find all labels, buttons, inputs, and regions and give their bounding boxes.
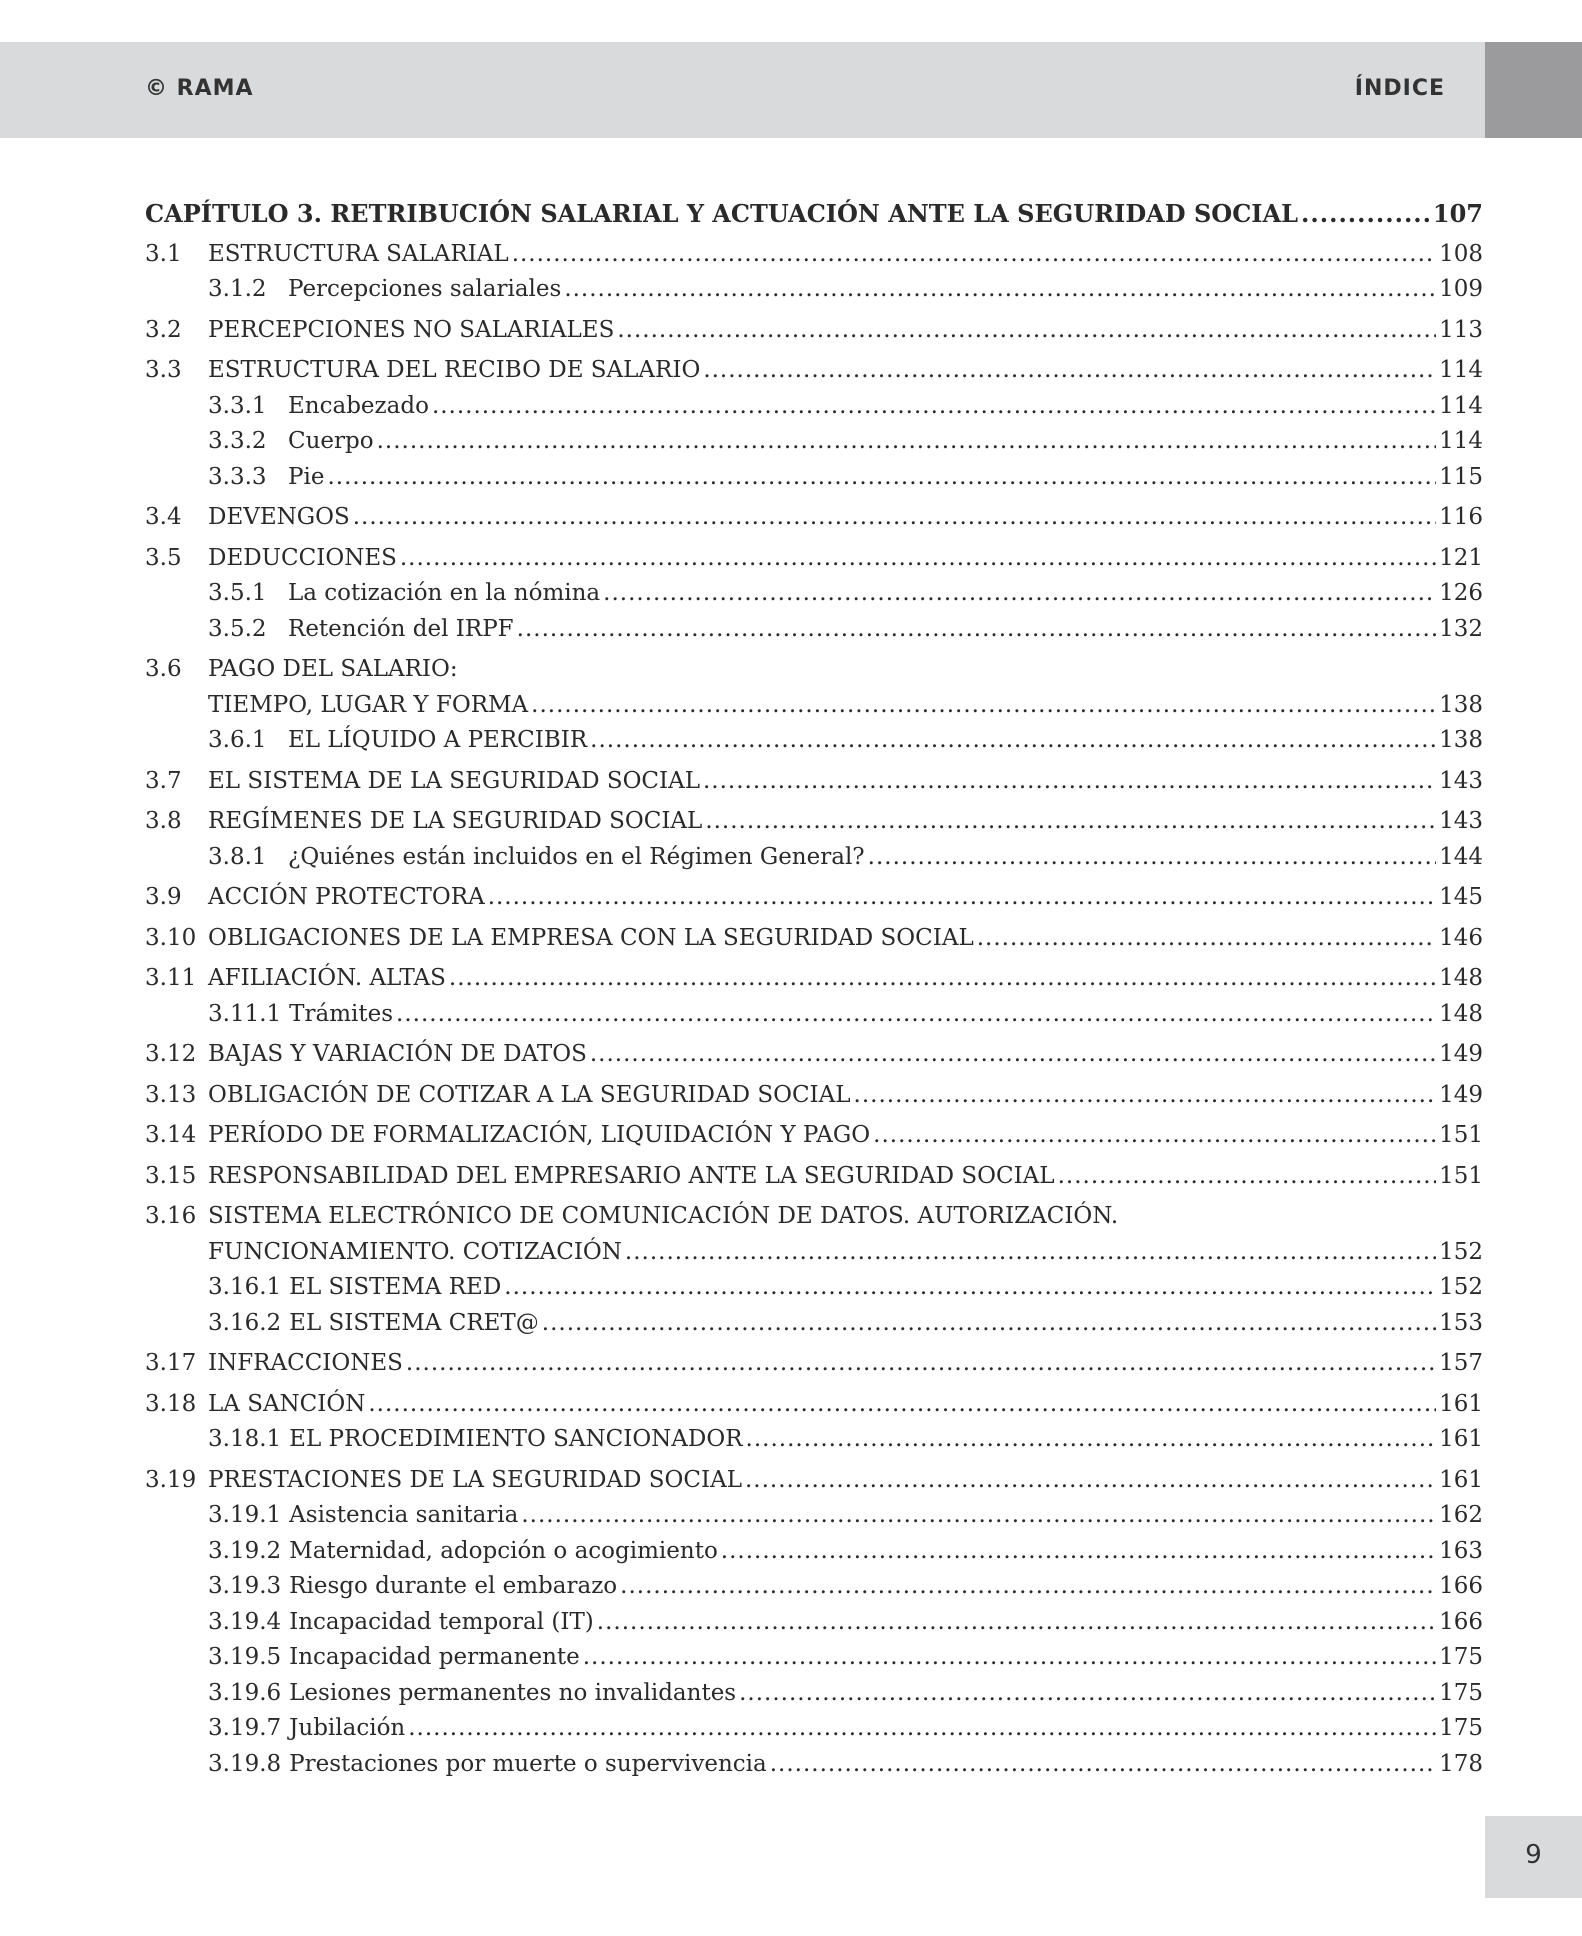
entry-title: DEDUCCIONES [208,544,397,571]
entry-page: 149 [1439,1081,1483,1108]
entry-page: 126 [1439,580,1483,606]
entry-title: La cotización en la nómina [288,580,601,606]
entry-number: 3.3.1 [208,392,267,419]
entry-title: EL LÍQUIDO A PERCIBIR [288,727,588,753]
toc-entry-first-line[interactable] [145,652,1483,688]
entry-title: OBLIGACIONES DE LA EMPRESA CON LA SEGURIDAD SOCIAL [208,924,974,951]
entry-number: 3.16 [145,1203,197,1229]
toc-subentry[interactable] [145,272,1483,308]
entry-title: INFRACCIONES [208,1350,403,1376]
entry-number: 3.8 [145,808,182,834]
dot-leader [745,1463,1436,1499]
entry-number: 3.1.2 [208,276,267,302]
dot-leader [1058,1159,1437,1195]
entry-page: 166 [1439,1608,1483,1635]
dot-leader [400,541,1436,577]
entry-number: 3.14 [145,1122,197,1148]
entry-title: Percepciones salariales [288,276,562,302]
entry-page: 163 [1439,1537,1483,1564]
entry-title: RESPONSABILIDAD DEL EMPRESARIO ANTE LA SEGURIDAD SOCIAL [208,1162,1055,1189]
toc-entry-first-line[interactable] [145,1199,1483,1235]
entry-number: 3.18.1 [208,1426,282,1452]
entry-page: 115 [1439,463,1483,490]
entry-page: 114 [1439,428,1483,454]
entry-title: LA SANCIÓN [208,1390,366,1417]
toc-subentry[interactable] [145,723,1483,759]
entry-title: Retención del IRPF [288,615,514,642]
dot-leader [590,723,1436,759]
toc-entry[interactable] [145,921,1483,957]
entry-page: 161 [1439,1466,1483,1493]
entry-title: Incapacidad temporal (IT) [289,1608,594,1635]
toc-entry[interactable] [145,541,1483,577]
entry-page: 109 [1439,276,1483,302]
entry-number: 3.3.2 [208,428,267,454]
entry-title: EL PROCEDIMIENTO SANCIONADOR [289,1426,743,1452]
entry-title: AFILIACIÓN. ALTAS [208,965,446,991]
entry-title: Lesiones permanentes no invalidantes [289,1679,737,1706]
entry-page: 161 [1439,1390,1483,1417]
toc-subentry[interactable] [145,1498,1483,1534]
dot-leader [406,1346,1436,1382]
toc-subentry[interactable] [145,1605,1483,1641]
toc-subentry[interactable] [145,1306,1483,1342]
entry-page: 145 [1439,884,1483,910]
entry-title: BAJAS Y VARIACIÓN DE DATOS [208,1041,587,1067]
entry-number: 3.6.1 [208,727,267,753]
toc-subentry[interactable] [145,997,1483,1033]
toc-subentry[interactable] [145,840,1483,876]
entry-number: 3.16.2 [208,1309,282,1336]
entry-title: ¿Quiénes están incluidos en el Régimen General? [288,843,865,870]
entry-number: 3.19 [145,1466,197,1493]
toc-entry[interactable] [145,1463,1483,1499]
toc-subentry[interactable] [145,1422,1483,1458]
entry-title: REGÍMENES DE LA SEGURIDAD SOCIAL [208,808,703,834]
entry-number: 3.2 [145,316,182,343]
entry-page: 116 [1439,504,1483,530]
dot-leader [873,1118,1436,1154]
toc-entry[interactable] [145,804,1483,840]
entry-number: 3.4 [145,504,182,530]
entry-number: 3.6 [145,656,182,682]
entry-number: 3.3.3 [208,463,267,490]
header-tab [1485,42,1582,138]
toc-entry[interactable] [145,1346,1483,1382]
dot-leader [583,1640,1436,1676]
entry-title: Jubilación [289,1715,406,1741]
entry-title: Cuerpo [288,428,374,454]
dot-leader [1301,196,1430,232]
entry-title: FUNCIONAMIENTO. COTIZACIÓN [208,1238,622,1265]
entry-number: 3.17 [145,1350,197,1376]
toc-subentry[interactable] [145,389,1483,425]
entry-page: 146 [1439,924,1483,951]
entry-number: 3.16.1 [208,1274,282,1300]
toc-entry[interactable] [145,1078,1483,1114]
entry-page: 151 [1439,1162,1483,1189]
entry-number: 3.19.3 [208,1573,282,1599]
page-number: 9 [1525,1840,1542,1870]
entry-number: 3.19.1 [208,1502,282,1528]
entry-page: 143 [1439,767,1483,794]
dot-leader [521,1498,1436,1534]
toc-subentry[interactable] [145,1747,1483,1783]
dot-leader [408,1711,1436,1747]
toc-entry[interactable] [145,237,1483,273]
dot-leader [597,1605,1436,1641]
section-label: ÍNDICE [1354,76,1445,101]
chapter-title: CAPÍTULO 3. RETRIBUCIÓN SALARIAL Y ACTUACIÓN ANTE LA SEGURIDAD SOCIAL [145,199,1299,228]
toc-subentry[interactable] [145,1270,1483,1306]
dot-leader [377,424,1437,460]
toc-entry[interactable] [145,880,1483,916]
entry-page: 148 [1439,965,1483,991]
entry-number: 3.3 [145,357,182,383]
dot-leader [542,1306,1436,1342]
dot-leader [517,612,1436,648]
toc-subentry[interactable] [145,1569,1483,1605]
entry-number: 3.19.8 [208,1750,282,1777]
toc-subentry[interactable] [145,1711,1483,1747]
entry-page: 113 [1439,316,1483,343]
entry-number: 3.11 [145,965,197,991]
toc-subentry[interactable] [145,576,1483,612]
dot-leader [868,840,1436,876]
entry-page: 149 [1439,1041,1483,1067]
entry-number: 3.12 [145,1041,197,1067]
entry-page: 144 [1439,843,1483,870]
dot-leader [625,1235,1436,1271]
dot-leader [770,1747,1436,1783]
entry-title: Pie [288,463,325,490]
entry-number: 3.19.2 [208,1537,282,1564]
entry-title: EL SISTEMA RED [289,1274,502,1300]
entry-title: PAGO DEL SALARIO: [208,656,458,682]
toc-entry[interactable] [145,1037,1483,1073]
entry-page: 152 [1439,1274,1483,1300]
toc-subentry[interactable] [145,1640,1483,1676]
entry-title: EL SISTEMA CRET@ [289,1309,539,1336]
dot-leader [396,997,1436,1033]
entry-page: 114 [1439,357,1483,383]
entry-title: Incapacidad permanente [289,1644,580,1670]
toc-subentry[interactable] [145,460,1483,496]
chapter-entry[interactable] [145,196,1483,232]
entry-page: 152 [1439,1238,1483,1265]
entry-title: Asistencia sanitaria [289,1502,519,1528]
entry-number: 3.10 [145,924,197,951]
dot-leader [854,1078,1437,1114]
dot-leader [703,353,1436,389]
entry-number: 3.5.2 [208,615,267,642]
entry-title: PERCEPCIONES NO SALARIALES [208,316,615,343]
dot-leader [590,1037,1436,1073]
dot-leader [739,1676,1436,1712]
entry-page: 175 [1439,1679,1483,1706]
dot-leader [512,237,1436,273]
dot-leader [703,764,1436,800]
entry-page: 132 [1439,615,1483,642]
entry-number: 3.5.1 [208,580,267,606]
dot-leader [432,389,1436,425]
dot-leader [603,576,1436,612]
entry-title: Maternidad, adopción o acogimiento [289,1537,718,1564]
toc-entry-continuation[interactable] [145,688,1483,724]
entry-number: 3.13 [145,1081,197,1108]
entry-title: ACCIÓN PROTECTORA [208,884,485,910]
chapter-page: 107 [1432,199,1483,228]
toc-entry[interactable] [145,1387,1483,1423]
toc-entry-continuation[interactable] [145,1235,1483,1271]
toc-subentry[interactable] [145,424,1483,460]
dot-leader [368,1387,1436,1423]
dot-leader [977,921,1436,957]
entry-number: 3.8.1 [208,843,267,870]
entry-page: 161 [1439,1426,1483,1452]
toc-entry[interactable] [145,1118,1483,1154]
entry-number: 3.19.5 [208,1644,282,1670]
dot-leader [449,961,1436,997]
entry-title: OBLIGACIÓN DE COTIZAR A LA SEGURIDAD SOCIAL [208,1081,851,1108]
toc-entry[interactable] [145,764,1483,800]
entry-title: ESTRUCTURA SALARIAL [208,240,509,267]
entry-title: ESTRUCTURA DEL RECIBO DE SALARIO [208,357,701,383]
toc-entry[interactable] [145,500,1483,536]
dot-leader [327,460,1436,496]
toc-entry[interactable] [145,1159,1483,1195]
entry-page: 108 [1439,240,1483,267]
toc-subentry[interactable] [145,612,1483,648]
entry-number: 3.15 [145,1162,197,1189]
toc-subentry[interactable] [145,1676,1483,1712]
entry-number: 3.19.4 [208,1608,282,1635]
toc-entry[interactable] [145,313,1483,349]
entry-page: 114 [1439,392,1483,419]
entry-number: 3.1 [145,240,182,267]
entry-number: 3.5 [145,544,182,571]
entry-title: Prestaciones por muerte o supervivencia [289,1750,767,1777]
toc-entry[interactable] [145,353,1483,389]
entry-page: 157 [1439,1350,1483,1376]
entry-page: 143 [1439,808,1483,834]
entry-title: DEVENGOS [208,504,350,530]
entry-page: 121 [1439,544,1483,571]
toc-subentry[interactable] [145,1534,1483,1570]
entry-page: 148 [1439,1000,1483,1027]
entry-number: 3.19.7 [208,1715,282,1741]
entry-title: Encabezado [288,392,429,419]
entry-number: 3.7 [145,767,182,794]
entry-title: EL SISTEMA DE LA SEGURIDAD SOCIAL [208,767,700,794]
dot-leader [617,313,1436,349]
dot-leader [353,500,1436,536]
entry-title: TIEMPO, LUGAR Y FORMA [208,691,529,718]
entry-number: 3.11.1 [208,1000,282,1027]
entry-title: Riesgo durante el embarazo [289,1573,618,1599]
dot-leader [721,1534,1436,1570]
entry-page: 166 [1439,1573,1483,1599]
table-of-contents [145,196,1483,1782]
entry-number: 3.9 [145,884,182,910]
publisher-label: © RAMA [145,76,254,101]
toc-entry[interactable] [145,961,1483,997]
entry-title: Trámites [289,1000,394,1027]
entry-number: 3.18 [145,1390,197,1417]
entry-page: 138 [1439,727,1483,753]
entry-page: 178 [1439,1750,1483,1777]
entry-page: 175 [1439,1715,1483,1741]
dot-leader [504,1270,1436,1306]
dot-leader [564,272,1436,308]
dot-leader [746,1422,1437,1458]
entry-page: 162 [1439,1502,1483,1528]
entry-title: PERÍODO DE FORMALIZACIÓN, LIQUIDACIÓN Y PAGO [208,1122,871,1148]
entry-title: PRESTACIONES DE LA SEGURIDAD SOCIAL [208,1466,742,1493]
entry-number: 3.19.6 [208,1679,282,1706]
dot-leader [705,804,1436,840]
dot-leader [620,1569,1436,1605]
entry-page: 138 [1439,691,1483,718]
dot-leader [531,688,1436,724]
entry-page: 153 [1439,1309,1483,1336]
dot-leader [488,880,1436,916]
entry-page: 175 [1439,1644,1483,1670]
entry-title: SISTEMA ELECTRÓNICO DE COMUNICACIÓN DE DATOS. AUTORIZACIÓN. [208,1203,1119,1229]
entry-page: 151 [1439,1122,1483,1148]
